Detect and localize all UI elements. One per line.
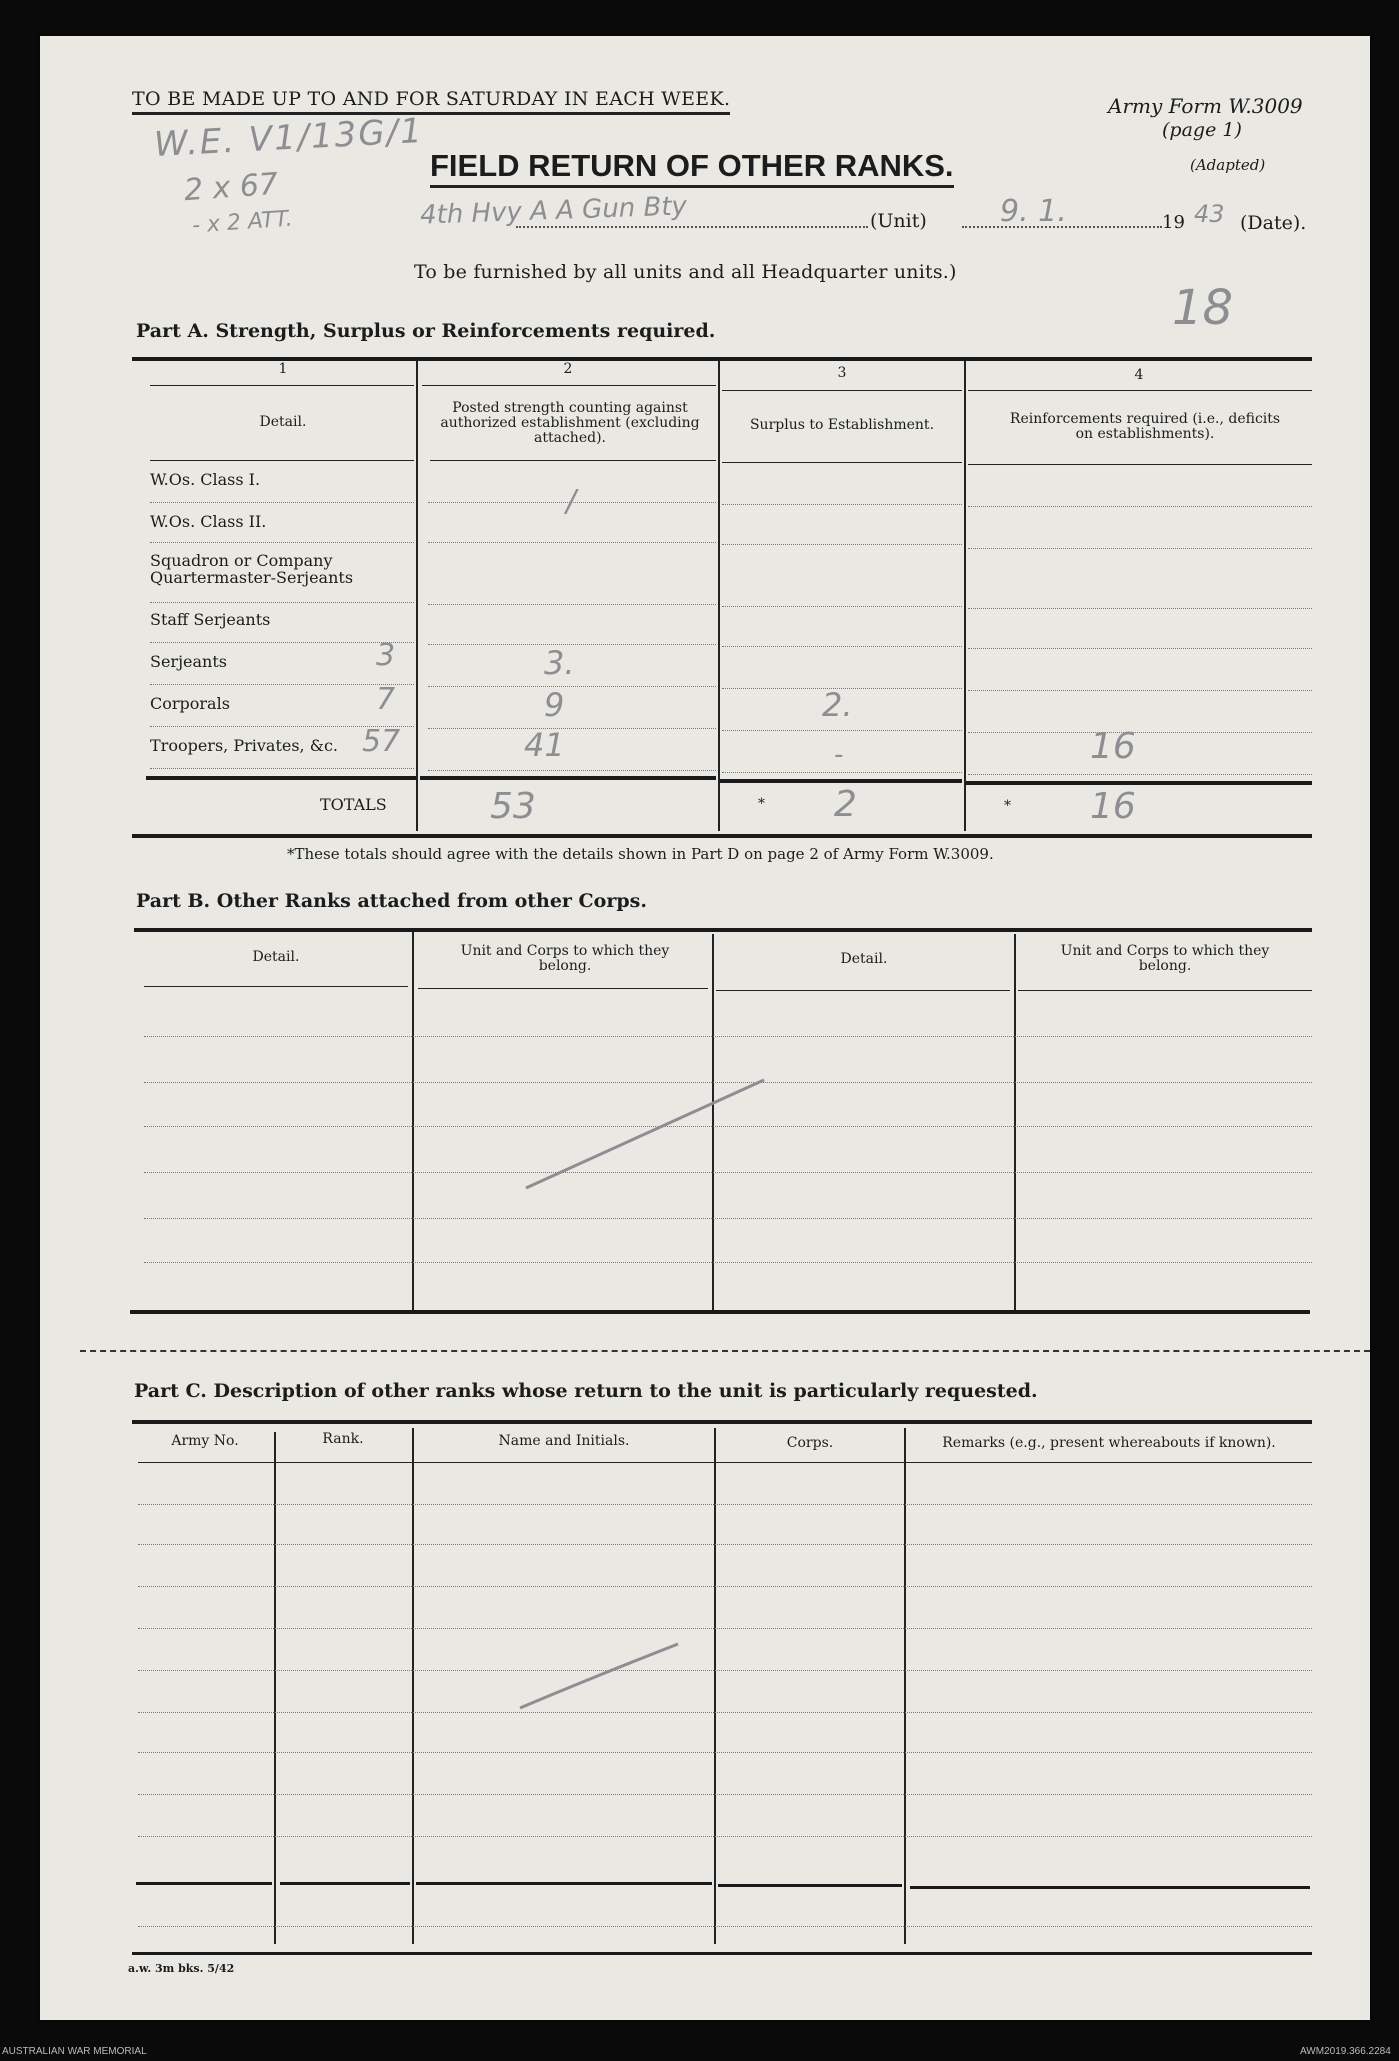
establishment-serjeants: 3 [376, 638, 396, 673]
part-b-cancel-stroke [520, 1076, 770, 1196]
part-a-row-rule [722, 544, 962, 545]
part-a-row-rule [968, 548, 1312, 549]
part-a-row-rule [968, 648, 1312, 649]
header-reinforcements: Reinforcements required (i.e., deficits on establishments). [1009, 411, 1281, 442]
part-b-top-rule [134, 928, 1312, 932]
header-posted-strength: Posted strength counting against authorized establishment (excluding attached). [440, 400, 700, 446]
part-c-row-rule [138, 1586, 1312, 1587]
establishment-corporals: 7 [376, 682, 396, 717]
row-label-staff-serjeants: Staff Serjeants [150, 610, 271, 629]
totals-reinforcements: 16 [1090, 786, 1136, 827]
header-instruction: TO BE MADE UP TO AND FOR SATURDAY IN EACH WEEK. [132, 88, 730, 115]
row-label-cqms: Squadron or Company Quartermaster-Serjeants [150, 551, 354, 587]
col-number-3: 3 [837, 365, 847, 381]
reinforcements-asterisk: * [1004, 798, 1011, 814]
adapted-note: (Adapted) [1190, 156, 1266, 174]
archive-caption-right: AWM2019.366.2284 [1300, 2046, 1391, 2057]
part-a-row-rule [968, 690, 1312, 691]
part-c-col-divider-4 [904, 1428, 906, 1944]
posted-corporals: 9 [544, 686, 565, 724]
unit-field-line [516, 226, 868, 228]
part-c-row-rule [138, 1544, 1312, 1545]
col-1-number-rule [150, 385, 414, 386]
part-b-col-divider-3 [1014, 934, 1016, 1310]
row-label-corporals: Corporals [150, 694, 230, 713]
part-a-row-rule [968, 506, 1312, 507]
part-b-row-rule [144, 1218, 1312, 1219]
part-a-row-rule [150, 768, 414, 769]
header-rule-3 [722, 462, 962, 463]
part-c-summary-rule [136, 1882, 272, 1885]
part-a-row-rule [428, 604, 716, 605]
surplus-asterisk: * [758, 796, 765, 812]
part-a-row-rule [722, 772, 962, 773]
part-c-row-rule [138, 1504, 1312, 1505]
part-c-row-rule [138, 1926, 1312, 1927]
part-a-row-rule [150, 642, 414, 643]
part-b-header-rule [1018, 990, 1312, 991]
furnished-note: To be furnished by all units and all Headquarter units.) [414, 261, 957, 283]
date-label: (Date). [1240, 212, 1307, 234]
part-a-col-divider-1 [416, 361, 418, 831]
part-b-header-rule [418, 988, 708, 989]
part-c-cancel-stroke [516, 1640, 682, 1712]
posted-wo-class-2: / [566, 484, 577, 519]
part-a-row-rule [150, 542, 414, 543]
col-number-1: 1 [278, 361, 288, 377]
totals-top-rule [146, 776, 416, 780]
header-surplus: Surplus to Establishment. [749, 417, 935, 433]
page-title: FIELD RETURN OF OTHER RANKS. [430, 148, 954, 188]
part-c-header-name-initials: Name and Initials. [498, 1433, 630, 1449]
col-number-2: 2 [563, 361, 573, 377]
part-a-row-rule [428, 728, 716, 729]
handwritten-unit: 4th Hvy A A Gun Bty [419, 191, 688, 231]
part-b-row-rule [144, 1036, 1312, 1037]
part-a-col-divider-3 [964, 361, 966, 831]
totals-top-rule [966, 781, 1312, 785]
form-number: Army Form W.3009 [1108, 94, 1303, 118]
part-a-row-rule [722, 646, 962, 647]
part-a-row-rule [722, 730, 962, 731]
header-detail: Detail. [259, 414, 307, 430]
header-rule-1 [150, 460, 414, 461]
perforation-line [80, 1350, 1370, 1352]
posted-serjeants: 3. [544, 644, 575, 682]
part-a-row-rule [722, 606, 962, 607]
totals-top-rule [720, 779, 962, 783]
row-label-troopers-privates: Troopers, Privates, &c. [150, 736, 339, 755]
unit-label: (Unit) [870, 210, 927, 232]
part-c-header-rank: Rank. [322, 1431, 364, 1447]
part-c-top-rule [132, 1420, 1312, 1424]
surplus-troopers: - [834, 740, 844, 770]
handwritten-year: 43 [1194, 200, 1225, 228]
part-c-heading: Part C. Description of other ranks whose return to the unit is particularly requested. [134, 1380, 1038, 1402]
year-prefix: 19 [1162, 212, 1185, 233]
part-c-row-rule [138, 1670, 1312, 1671]
part-a-row-rule [150, 502, 414, 503]
posted-troopers: 41 [524, 726, 565, 764]
col-2-number-rule [422, 385, 716, 386]
part-c-bottom-rule [132, 1952, 1312, 1955]
part-a-row-rule [150, 602, 414, 603]
handwritten-reference: W.E. V1/13G/1 [153, 110, 425, 166]
row-label-serjeants: Serjeants [150, 652, 227, 671]
part-b-col-divider-1 [412, 932, 414, 1310]
part-b-heading: Part B. Other Ranks attached from other Corps. [136, 890, 647, 912]
surplus-corporals: 2. [822, 686, 853, 724]
part-c-summary-rule [280, 1882, 410, 1885]
part-b-header-detail-2: Detail. [840, 951, 888, 967]
part-a-col-divider-2 [718, 361, 720, 831]
totals-surplus: 2 [834, 784, 857, 825]
part-c-summary-rule [910, 1886, 1310, 1889]
part-a-row-rule [968, 608, 1312, 609]
part-b-header-rule [144, 986, 408, 987]
part-b-header-unit-corps-2: Unit and Corps to which they belong. [1060, 943, 1270, 974]
part-b-header-unit-corps-1: Unit and Corps to which they belong. [460, 943, 670, 974]
archive-caption-left: AUSTRALIAN WAR MEMORIAL [2, 2046, 147, 2057]
part-c-summary-rule [416, 1882, 712, 1885]
part-a-row-rule [150, 684, 414, 685]
part-b-header-detail-1: Detail. [252, 949, 300, 965]
print-code: a.w. 3m bks. 5/42 [128, 1962, 235, 1975]
reinforcements-troopers: 16 [1090, 726, 1136, 767]
col-number-4: 4 [1134, 367, 1144, 383]
part-c-header-army-no: Army No. [171, 1433, 239, 1449]
part-c-col-divider-2 [412, 1428, 414, 1944]
handwritten-note-2: - x 2 ATT. [191, 206, 294, 239]
part-a-row-rule [722, 504, 962, 505]
header-rule-2 [430, 460, 716, 461]
part-c-summary-rule [718, 1884, 902, 1887]
part-c-row-rule [138, 1836, 1312, 1837]
part-c-col-divider-3 [714, 1428, 716, 1944]
header-rule-4 [968, 464, 1312, 465]
handwritten-date: 9. 1. [1000, 194, 1067, 229]
part-a-heading: Part A. Strength, Surplus or Reinforcements required. [136, 320, 716, 342]
part-c-header-rule [138, 1462, 1312, 1463]
totals-posted: 53 [490, 786, 536, 827]
totals-footnote: *These totals should agree with the details shown in Part D on page 2 of Army Form W.3009. [287, 845, 994, 863]
part-c-row-rule [138, 1794, 1312, 1795]
part-a-bottom-rule [132, 834, 1312, 838]
handwritten-page-number: 18 [1172, 280, 1234, 336]
page-reference: (page 1) [1162, 119, 1242, 141]
part-a-row-rule [428, 686, 716, 687]
totals-label: TOTALS [320, 795, 387, 814]
part-b-row-rule [144, 1262, 1312, 1263]
row-label-wo-class-2: W.Os. Class II. [150, 512, 267, 531]
part-a-top-rule [132, 357, 1312, 361]
row-label-wo-class-1: W.Os. Class I. [150, 470, 261, 489]
part-a-row-rule [428, 542, 716, 543]
part-b-bottom-rule [130, 1310, 1310, 1314]
part-c-col-divider-1 [274, 1432, 276, 1944]
totals-top-rule [420, 776, 716, 780]
part-a-row-rule [968, 732, 1312, 733]
establishment-troopers: 57 [362, 724, 401, 759]
part-a-row-rule [428, 770, 716, 771]
part-b-header-rule [716, 990, 1010, 991]
col-3-number-rule [722, 390, 962, 391]
handwritten-note-1: 2 x 67 [182, 166, 280, 209]
col-4-number-rule [968, 390, 1312, 391]
part-c-row-rule [138, 1712, 1312, 1713]
part-c-header-remarks: Remarks (e.g., present whereabouts if known). [942, 1435, 1276, 1451]
part-c-header-corps: Corps. [786, 1435, 834, 1451]
part-c-row-rule [138, 1628, 1312, 1629]
part-c-row-rule [138, 1752, 1312, 1753]
part-a-row-rule [968, 774, 1312, 775]
